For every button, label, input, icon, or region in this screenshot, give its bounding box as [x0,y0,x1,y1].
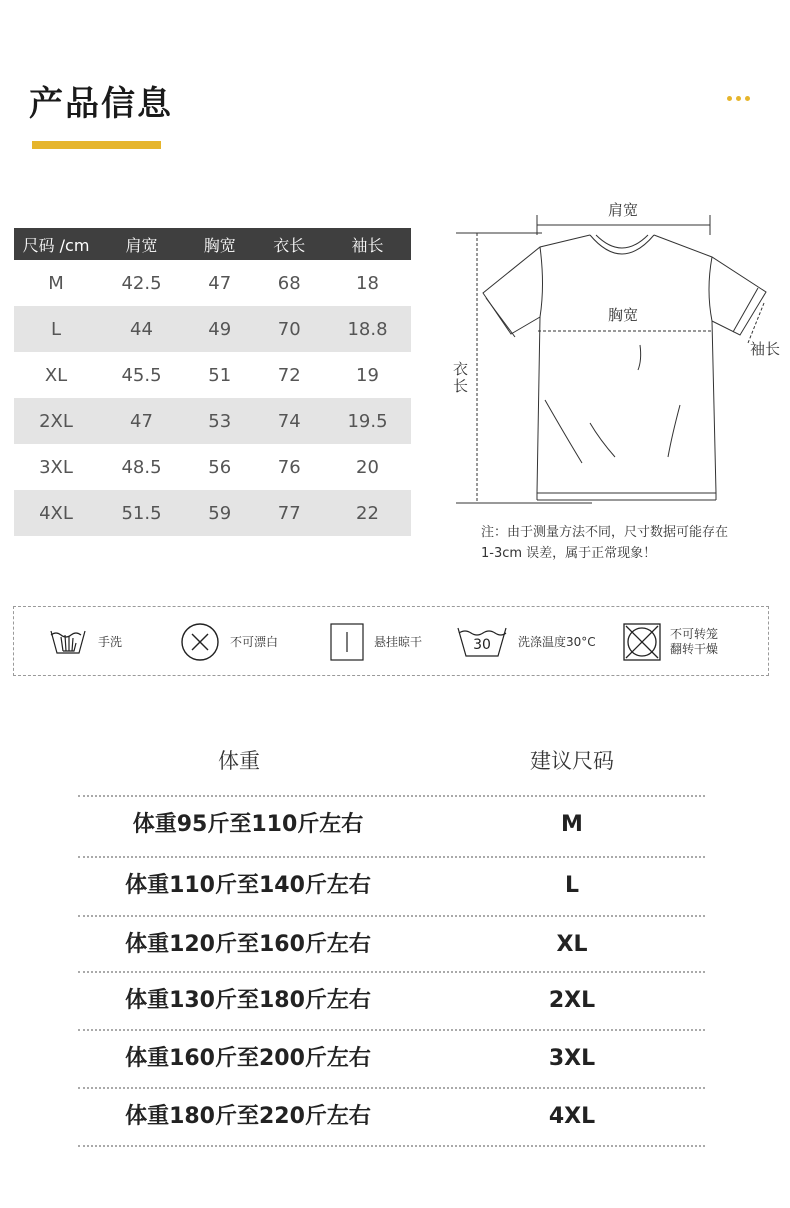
table-row [14,444,411,490]
title-underline [32,141,161,149]
table-cell: 72 [277,364,301,386]
header-shoulder: 肩宽 [98,228,185,260]
care-instructions [13,606,769,676]
tshirt-outline-icon [450,195,780,515]
table-cell: 51.5 [98,490,185,536]
no-tumble-dry-label [670,627,718,657]
shoulder-label: 肩宽 [608,201,639,219]
no-tumble-line-1: 不可转笼 [670,627,719,641]
hang-dry-icon [330,622,364,662]
table-row [14,306,411,352]
note-line-1: 注：由于测量方法不同，尺寸数据可能存在 [481,525,729,540]
table-cell: L [14,306,98,352]
tshirt-diagram [450,195,780,515]
table-cell: 44 [98,306,185,352]
table-cell: XL [44,364,68,386]
header-size: 尺码 /cm [14,228,98,260]
header-sleeve: 袖长 [324,228,411,260]
table-cell: 49 [185,306,254,352]
recommended-size: XL [556,932,588,957]
table-cell: 3XL [39,456,73,478]
size-table-header [14,228,411,260]
hand-wash-icon [48,625,88,659]
table-row [78,1087,705,1147]
table-row [78,971,705,1029]
table-cell: 51 [208,364,232,386]
table-cell: 18.8 [324,306,411,352]
table-cell: 47 [208,272,232,294]
recommended-size: 4XL [548,1104,596,1129]
note-line-2: 1-3cm 误差，属于正常现象！ [481,546,657,561]
wash-temp-number: 30 [473,637,491,653]
wash-temp-icon [456,624,508,660]
page-title: 产品信息 [29,84,173,124]
table-cell: 56 [208,456,232,478]
length-label-2: 长 [453,377,469,395]
care-wash-temp [456,607,596,677]
weight-range: 体重95斤至110斤左右 [132,812,364,837]
table-row [78,856,705,914]
header-length: 衣长 [254,228,323,260]
recommended-size: 3XL [548,1046,596,1071]
table-row [78,1029,705,1087]
table-row [14,260,411,306]
table-cell: 20 [356,456,379,478]
table-row [14,352,411,398]
sleeve-label: 袖长 [750,340,781,358]
table-row [78,915,705,973]
care-hang-dry [330,607,422,677]
table-cell: 45.5 [121,364,162,386]
weight-range: 体重130斤至180斤左右 [125,988,371,1013]
header-chest: 胸宽 [185,228,254,260]
table-cell: 68 [277,272,301,294]
table-cell: 48.5 [121,456,162,478]
recommended-size: 2XL [548,988,596,1013]
care-hand-wash [48,607,122,677]
table-cell: 47 [98,398,185,444]
weight-range: 体重120斤至160斤左右 [125,932,371,957]
no-tumble-dry-icon [622,622,662,662]
table-cell: 77 [254,490,323,536]
table-cell: 18 [356,272,379,294]
measurement-note [481,522,771,564]
length-label-1: 衣 [453,360,469,378]
table-cell: 4XL [14,490,98,536]
weight-header: 体重 [218,749,260,773]
size-header: 建议尺码 [530,749,614,773]
table-cell: 42.5 [121,272,162,294]
weight-range: 体重110斤至140斤左右 [125,873,371,898]
wash-temp-label: 洗涤温度30°C [518,634,596,649]
care-no-tumble-dry [622,607,718,677]
table-row [78,795,705,853]
recommended-size: M [561,812,583,837]
table-cell: 19 [356,364,379,386]
table-cell: 70 [254,306,323,352]
size-table [14,228,411,536]
table-cell: 19.5 [324,398,411,444]
table-cell: 74 [254,398,323,444]
more-dots-icon [727,96,750,101]
table-cell: 2XL [14,398,98,444]
table-cell: 22 [324,490,411,536]
no-bleach-icon [180,622,220,662]
hand-wash-label: 手洗 [98,634,123,649]
care-no-bleach [180,607,278,677]
table-cell: 59 [185,490,254,536]
table-row [14,398,411,444]
table-cell: 76 [277,456,301,478]
table-cell: 53 [185,398,254,444]
no-tumble-line-2: 翻转干燥 [670,642,719,656]
weight-range: 体重160斤至200斤左右 [125,1046,371,1071]
table-cell: M [48,272,64,294]
no-bleach-label: 不可漂白 [230,634,279,649]
chest-label: 胸宽 [608,306,639,324]
hang-dry-label: 悬挂晾干 [374,634,423,649]
weight-range: 体重180斤至220斤左右 [125,1104,371,1129]
recommended-size: L [564,873,580,898]
table-row [14,490,411,536]
